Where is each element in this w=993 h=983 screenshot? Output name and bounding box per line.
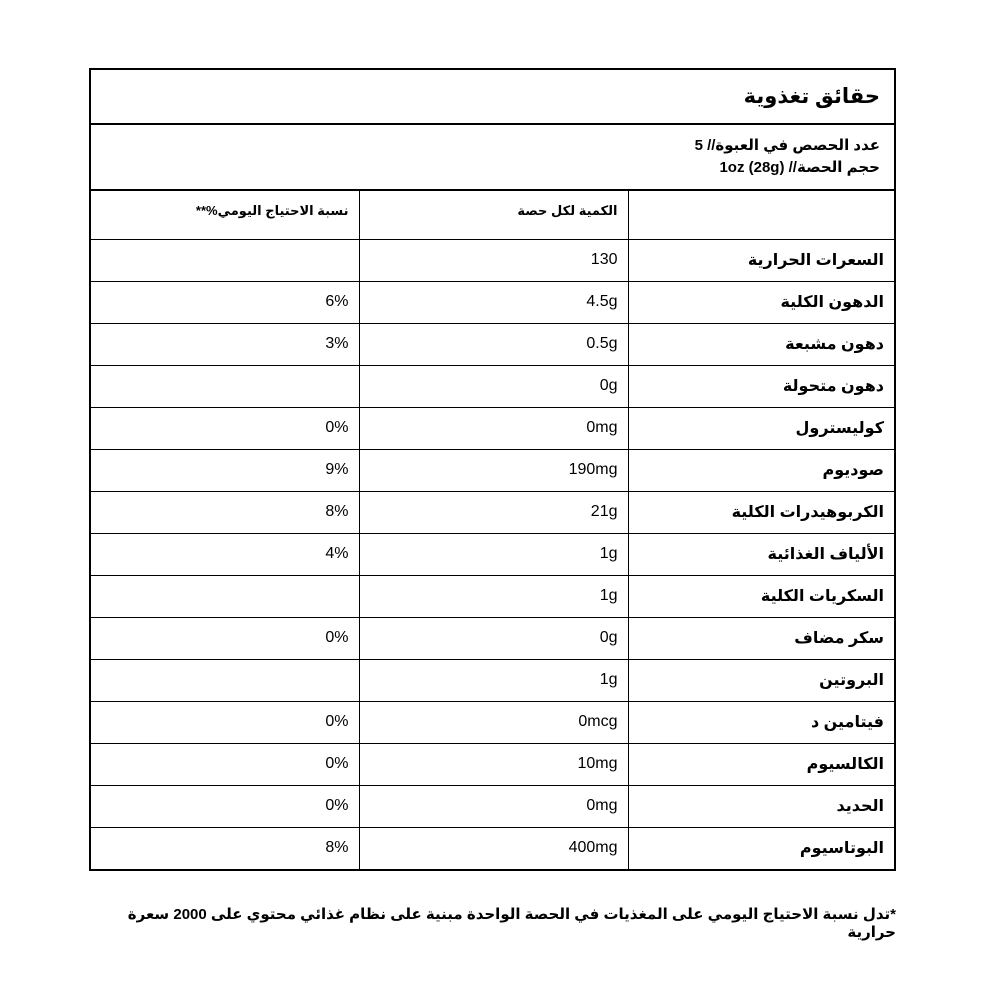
amount-cell: 1g — [359, 575, 628, 617]
daily-value-cell — [91, 365, 359, 407]
nutrient-name-cell: البوتاسيوم — [628, 827, 894, 869]
nutrient-name-cell: دهون مشبعة — [628, 323, 894, 365]
daily-value-cell: 9% — [91, 449, 359, 491]
nutrient-name-cell: البروتين — [628, 659, 894, 701]
amount-cell: 21g — [359, 491, 628, 533]
serving-size-label: حجم الحصة// — [788, 159, 880, 176]
footnote: *تدل نسبة الاحتياج اليومي على المغذيات في الحصة الواحدة مبنية على نظام غذائي محتوي على 2000 سعرة حرارية — [127, 906, 896, 941]
nutrient-name-cell: السكريات الكلية — [628, 575, 894, 617]
table-header-row — [91, 191, 894, 239]
daily-value-cell — [91, 239, 359, 281]
daily-value-cell — [91, 659, 359, 701]
nutrient-name-cell: الدهون الكلية — [628, 281, 894, 323]
nutrient-name-cell: الكالسيوم — [628, 743, 894, 785]
daily-value-cell: 0% — [91, 701, 359, 743]
nutrient-row — [91, 701, 894, 743]
title-row — [91, 70, 894, 125]
nutrient-name-cell: الحديد — [628, 785, 894, 827]
nutrient-name-cell: الكربوهيدرات الكلية — [628, 491, 894, 533]
nutrient-name-cell: الألياف الغذائية — [628, 533, 894, 575]
nutrient-name-cell: كوليسترول — [628, 407, 894, 449]
daily-value-cell: 8% — [91, 827, 359, 869]
nutrient-name-cell: دهون متحولة — [628, 365, 894, 407]
nutrition-facts-label — [89, 68, 896, 871]
daily-value-cell: 0% — [91, 617, 359, 659]
amount-cell: 400mg — [359, 827, 628, 869]
nutrient-name-cell: صوديوم — [628, 449, 894, 491]
amount-cell: 1g — [359, 533, 628, 575]
amount-cell: 1g — [359, 659, 628, 701]
header-daily-value: نسبة الاحتياج اليومي%** — [91, 191, 359, 239]
daily-value-cell: 3% — [91, 323, 359, 365]
nutrient-table — [91, 191, 894, 869]
header-nutrient — [628, 191, 894, 239]
nutrient-row — [91, 827, 894, 869]
nutrient-row — [91, 281, 894, 323]
nutrient-row — [91, 365, 894, 407]
daily-value-cell: 8% — [91, 491, 359, 533]
nutrient-row — [91, 785, 894, 827]
servings-per-container: عدد الحصص في العبوة// 5 — [694, 137, 880, 154]
nutrient-row — [91, 743, 894, 785]
amount-cell: 0.5g — [359, 323, 628, 365]
daily-value-cell: 0% — [91, 407, 359, 449]
amount-cell: 0mg — [359, 785, 628, 827]
amount-cell: 0g — [359, 617, 628, 659]
amount-cell: 130 — [359, 239, 628, 281]
nutrient-row — [91, 491, 894, 533]
nutrient-row — [91, 617, 894, 659]
nutrient-row — [91, 407, 894, 449]
nutrient-name-cell: السعرات الحرارية — [628, 239, 894, 281]
amount-cell: 10mg — [359, 743, 628, 785]
amount-cell: 0mg — [359, 407, 628, 449]
nutrient-name-cell: فيتامين د — [628, 701, 894, 743]
serving-size — [91, 157, 880, 179]
daily-value-cell: 0% — [91, 785, 359, 827]
serving-size-value: 1oz (28g) — [719, 159, 785, 176]
daily-value-cell — [91, 575, 359, 617]
daily-value-cell: 0% — [91, 743, 359, 785]
label-title: حقائق تغذوية — [743, 85, 880, 108]
nutrient-row — [91, 239, 894, 281]
serving-info — [91, 125, 894, 191]
nutrient-row — [91, 575, 894, 617]
daily-value-cell: 4% — [91, 533, 359, 575]
daily-value-cell: 6% — [91, 281, 359, 323]
nutrient-row — [91, 533, 894, 575]
nutrient-name-cell: سكر مضاف — [628, 617, 894, 659]
nutrient-row — [91, 323, 894, 365]
amount-cell: 190mg — [359, 449, 628, 491]
nutrient-row — [91, 449, 894, 491]
amount-cell: 0g — [359, 365, 628, 407]
nutrient-row — [91, 659, 894, 701]
header-amount: الكمية لكل حصة — [359, 191, 628, 239]
amount-cell: 4.5g — [359, 281, 628, 323]
amount-cell: 0mcg — [359, 701, 628, 743]
